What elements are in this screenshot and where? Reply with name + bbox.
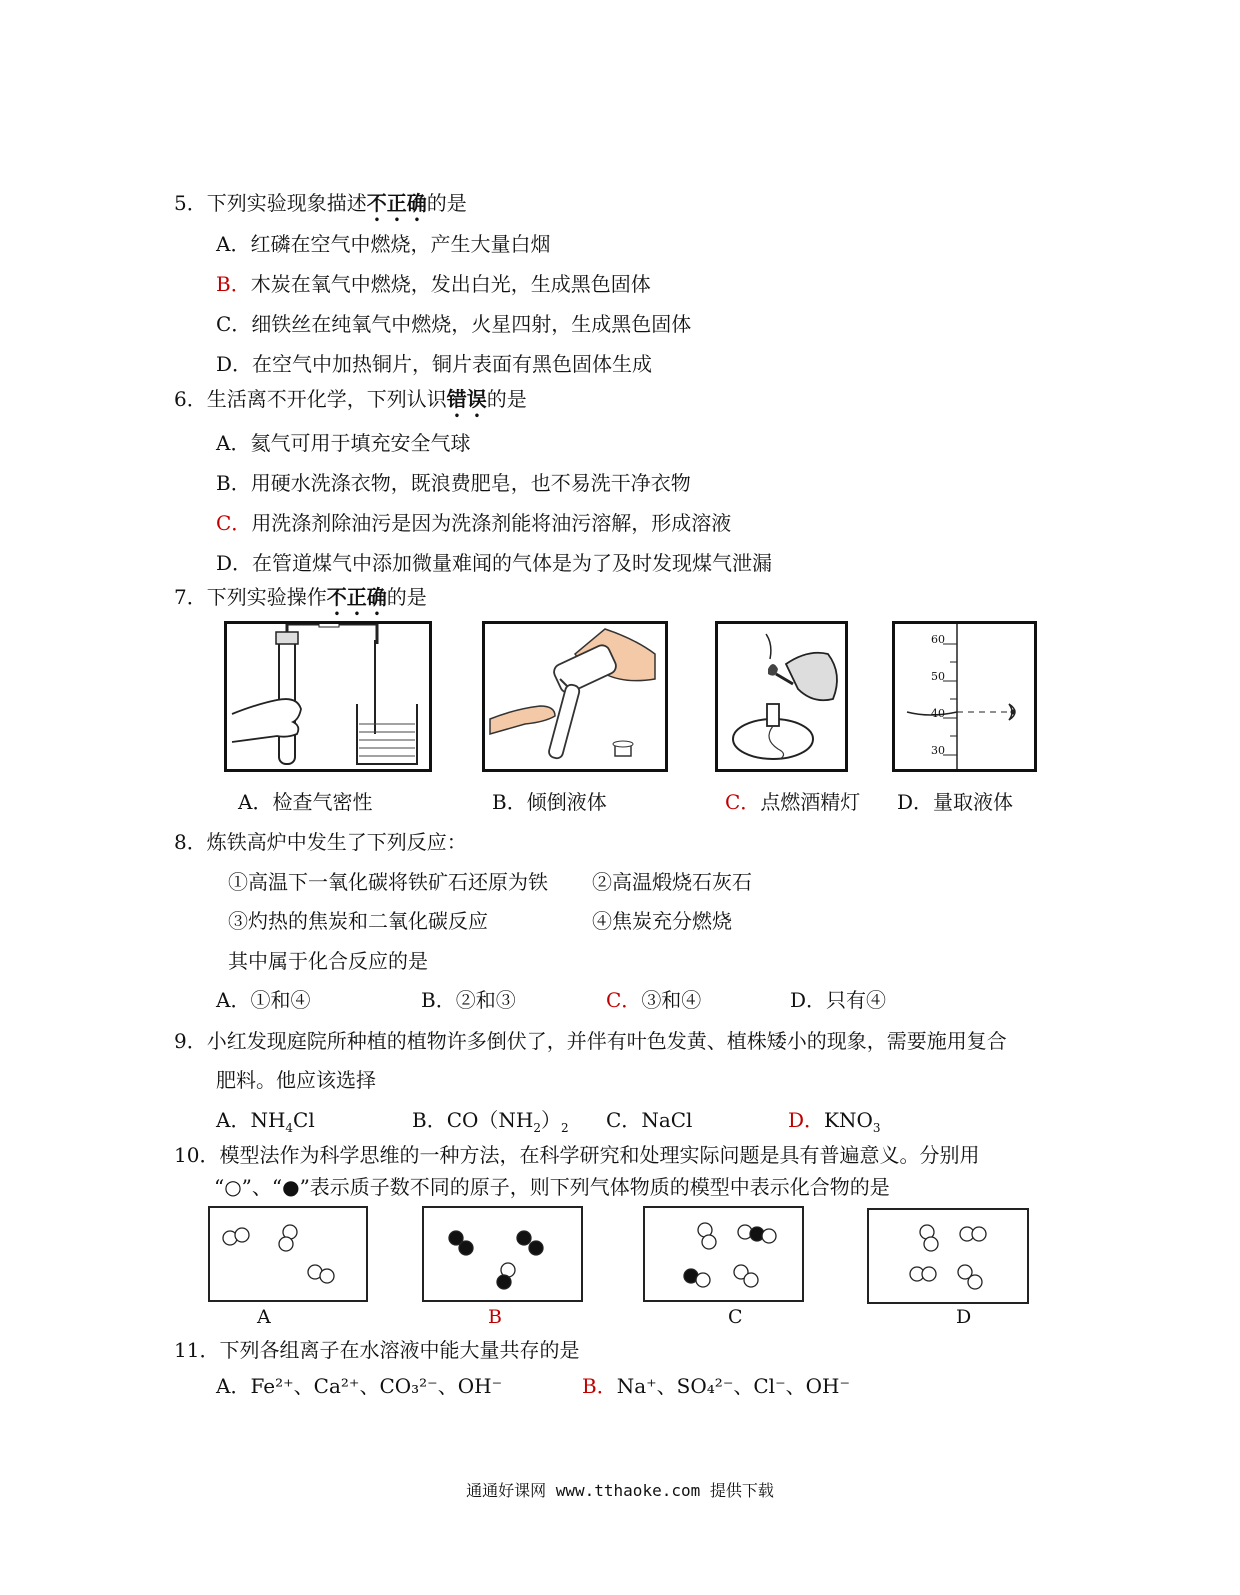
q9-option-a: A．$NH_4Cl$ <box>216 1108 315 1135</box>
q6-stem: 6．生活离不开化学，下列认识错误的是 <box>174 387 527 411</box>
page-footer: 通通好课网 www.tthaoke.com 提供下载 <box>466 1481 774 1500</box>
model-label-c: C <box>728 1306 743 1328</box>
q7-caption-d: D．量取液体 <box>897 790 1014 814</box>
q7-caption-b: B．倾倒液体 <box>492 790 607 814</box>
cylinder-tick-40: 40 <box>931 707 945 720</box>
q6-option-a: A．氦气可用于填充安全气球 <box>216 431 471 455</box>
q8-option-b: B．②和③ <box>421 988 516 1012</box>
cylinder-tick-60: 60 <box>931 633 945 646</box>
figure-pour-liquid <box>482 621 668 772</box>
cylinder-tick-50: 50 <box>931 670 945 683</box>
q6-option-b: B．用硬水洗涤衣物，既浪费肥皂，也不易洗干净衣物 <box>216 471 691 495</box>
q9-stem-line1: 9．小红发现庭院所种植的植物许多倒伏了，并伴有叶色发黄、植株矮小的现象，需要施用复合 <box>174 1029 1007 1053</box>
model-label-b: B <box>488 1306 502 1328</box>
q6-option-d: D．在管道煤气中添加微量难闻的气体是为了及时发现煤气泄漏 <box>216 551 773 575</box>
q11-stem: 11．下列各组离子在水溶液中能大量共存的是 <box>174 1338 580 1362</box>
q8-reaction-2: ②高温煅烧石灰石 <box>592 870 752 894</box>
q5-option-b: B．木炭在氧气中燃烧，发出白光，生成黑色固体 <box>216 272 651 296</box>
model-label-d: D <box>956 1306 972 1328</box>
q11-option-a: A．Fe²⁺、Ca²⁺、CO₃²⁻、OH⁻ <box>216 1374 503 1398</box>
q8-reaction-3: ③灼热的焦炭和二氧化碳反应 <box>228 909 488 933</box>
model-box-b <box>422 1206 583 1302</box>
q5-option-d: D．在空气中加热铜片，铜片表面有黑色固体生成 <box>216 352 653 376</box>
q7-caption-c: C．点燃酒精灯 <box>725 790 861 814</box>
q9-stem-line2: 肥料。他应该选择 <box>216 1068 376 1092</box>
q9-option-c: C．NaCl <box>606 1108 693 1132</box>
q5-option-a: A．红磷在空气中燃烧，产生大量白烟 <box>216 232 551 256</box>
q5-option-c: C．细铁丝在纯氧气中燃烧，火星四射，生成黑色固体 <box>216 312 692 336</box>
q7-caption-a: A．检查气密性 <box>238 790 373 814</box>
q8-sub-question: 其中属于化合反应的是 <box>228 949 428 973</box>
q11-option-b: B．Na⁺、SO₄²⁻、Cl⁻、OH⁻ <box>582 1374 851 1398</box>
q8-reaction-4: ④焦炭充分燃烧 <box>592 909 732 933</box>
model-box-d <box>867 1208 1029 1304</box>
q6-option-c: C．用洗涤剂除油污是因为洗涤剂能将油污溶解，形成溶液 <box>216 511 732 535</box>
q5-stem: 5．下列实验现象描述不正确的是 <box>174 191 467 215</box>
model-label-a: A <box>257 1306 271 1328</box>
q9-option-b: B．$CO(NH_2)_2$ <box>412 1108 569 1135</box>
q8-option-c: C．③和④ <box>606 988 702 1012</box>
cylinder-tick-30: 30 <box>931 744 945 757</box>
q8-stem: 8．炼铁高炉中发生了下列反应： <box>174 830 467 854</box>
figure-check-airtightness <box>224 621 432 772</box>
model-box-a <box>208 1206 368 1302</box>
q7-stem: 7．下列实验操作不正确的是 <box>174 585 427 609</box>
q6-emphasis: 错误 <box>446 387 487 411</box>
q8-option-a: A．①和④ <box>216 988 311 1012</box>
q5-emphasis: 不正确 <box>366 191 427 215</box>
figure-light-alcohol-lamp <box>715 621 848 772</box>
q8-option-d: D．只有④ <box>790 988 887 1012</box>
q7-emphasis: 不正确 <box>326 585 387 609</box>
q9-option-d: D．$KNO_3$ <box>788 1108 881 1135</box>
q10-stem-line2: “○”、“●”表示质子数不同的原子，则下列气体物质的模型中表示化合物的是 <box>214 1175 890 1199</box>
figure-measuring-cylinder <box>892 621 1037 772</box>
q10-stem-line1: 10．模型法作为科学思维的一种方法，在科学研究和处理实际问题是具有普遍意义。分别用 <box>174 1143 980 1167</box>
model-box-c <box>643 1206 804 1302</box>
q8-reaction-1: ①高温下一氧化碳将铁矿石还原为铁 <box>228 870 548 894</box>
